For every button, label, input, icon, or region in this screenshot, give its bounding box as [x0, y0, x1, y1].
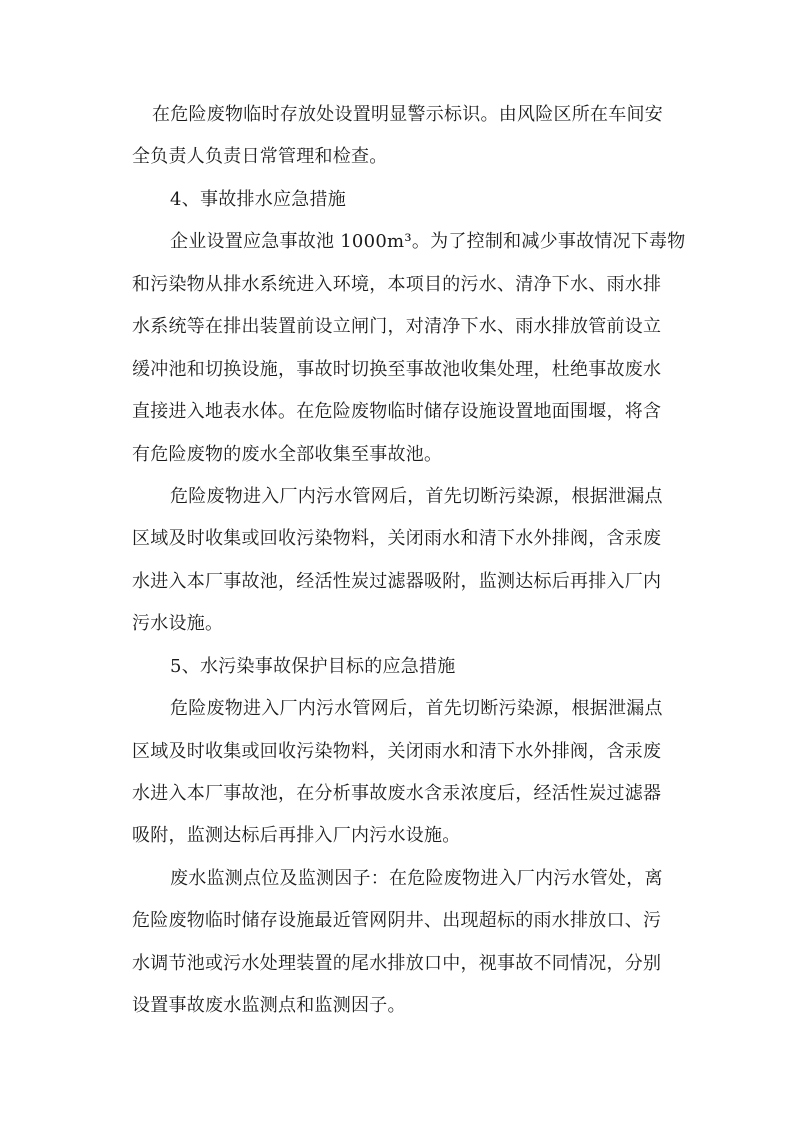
paragraph-line: 危险废物进入厂内污水管网后，首先切断污染源，根据泄漏点 — [170, 698, 663, 720]
paragraph-line: 在危险废物临时存放处设置明显警示标识。由风险区所在车间安 — [152, 104, 663, 125]
paragraph-line: 吸附，监测达标后再排入厂内污水设施。 — [132, 825, 461, 847]
paragraph-line: 全负责人负责日常管理和检查。 — [132, 146, 388, 168]
paragraph-line: 水系统等在排出装置前设立闸门，对清净下水、雨水排放管前设立 — [132, 316, 662, 338]
paragraph-line: 水进入本厂事故池，经活性炭过滤器吸附，监测达标后再排入厂内 — [132, 570, 662, 592]
paragraph-line: 区域及时收集或回收污染物料，关闭雨水和清下水外排阀，含汞废 — [132, 740, 662, 762]
paragraph-line: 和污染物从排水系统进入环境，本项目的污水、清净下水、雨水排 — [132, 273, 662, 295]
paragraph-line: 缓冲池和切换设施，事故时切换至事故池收集处理，杜绝事故废水 — [132, 358, 662, 380]
paragraph-line: 危险废物临时储存设施最近管网阴井、出现超标的雨水排放口、污 — [132, 910, 662, 932]
section-heading: 4、事故排水应急措施 — [170, 188, 346, 210]
paragraph-line: 直接进入地表水体。在危险废物临时储存设施设置地面围堰，将含 — [132, 401, 662, 423]
paragraph-line: 污水设施。 — [132, 613, 224, 635]
paragraph-line: 水调节池或污水处理装置的尾水排放口中，视事故不同情况，分别 — [132, 952, 662, 974]
paragraph-line: 废水监测点位及监测因子：在危险废物进入厂内污水管处，离 — [170, 867, 663, 889]
document-body — [132, 103, 686, 1037]
paragraph-line: 有危险废物的废水全部收集至事故池。 — [132, 443, 443, 465]
paragraph-line: 水进入本厂事故池，在分析事故废水含汞浓度后，经活性炭过滤器 — [132, 783, 662, 804]
paragraph-line: 危险废物进入厂内污水管网后，首先切断污染源，根据泄漏点 — [170, 485, 663, 507]
section-heading: 5、水污染事故保护目标的应急措施 — [170, 655, 456, 677]
paragraph-line: 设置事故废水监测点和监测因子。 — [132, 995, 406, 1017]
paragraph-line: 企业设置应急事故池 1000m³。为了控制和减少事故情况下毒物 — [170, 231, 686, 253]
paragraph-line: 区域及时收集或回收污染物料，关闭雨水和清下水外排阀，含汞废 — [132, 528, 662, 550]
